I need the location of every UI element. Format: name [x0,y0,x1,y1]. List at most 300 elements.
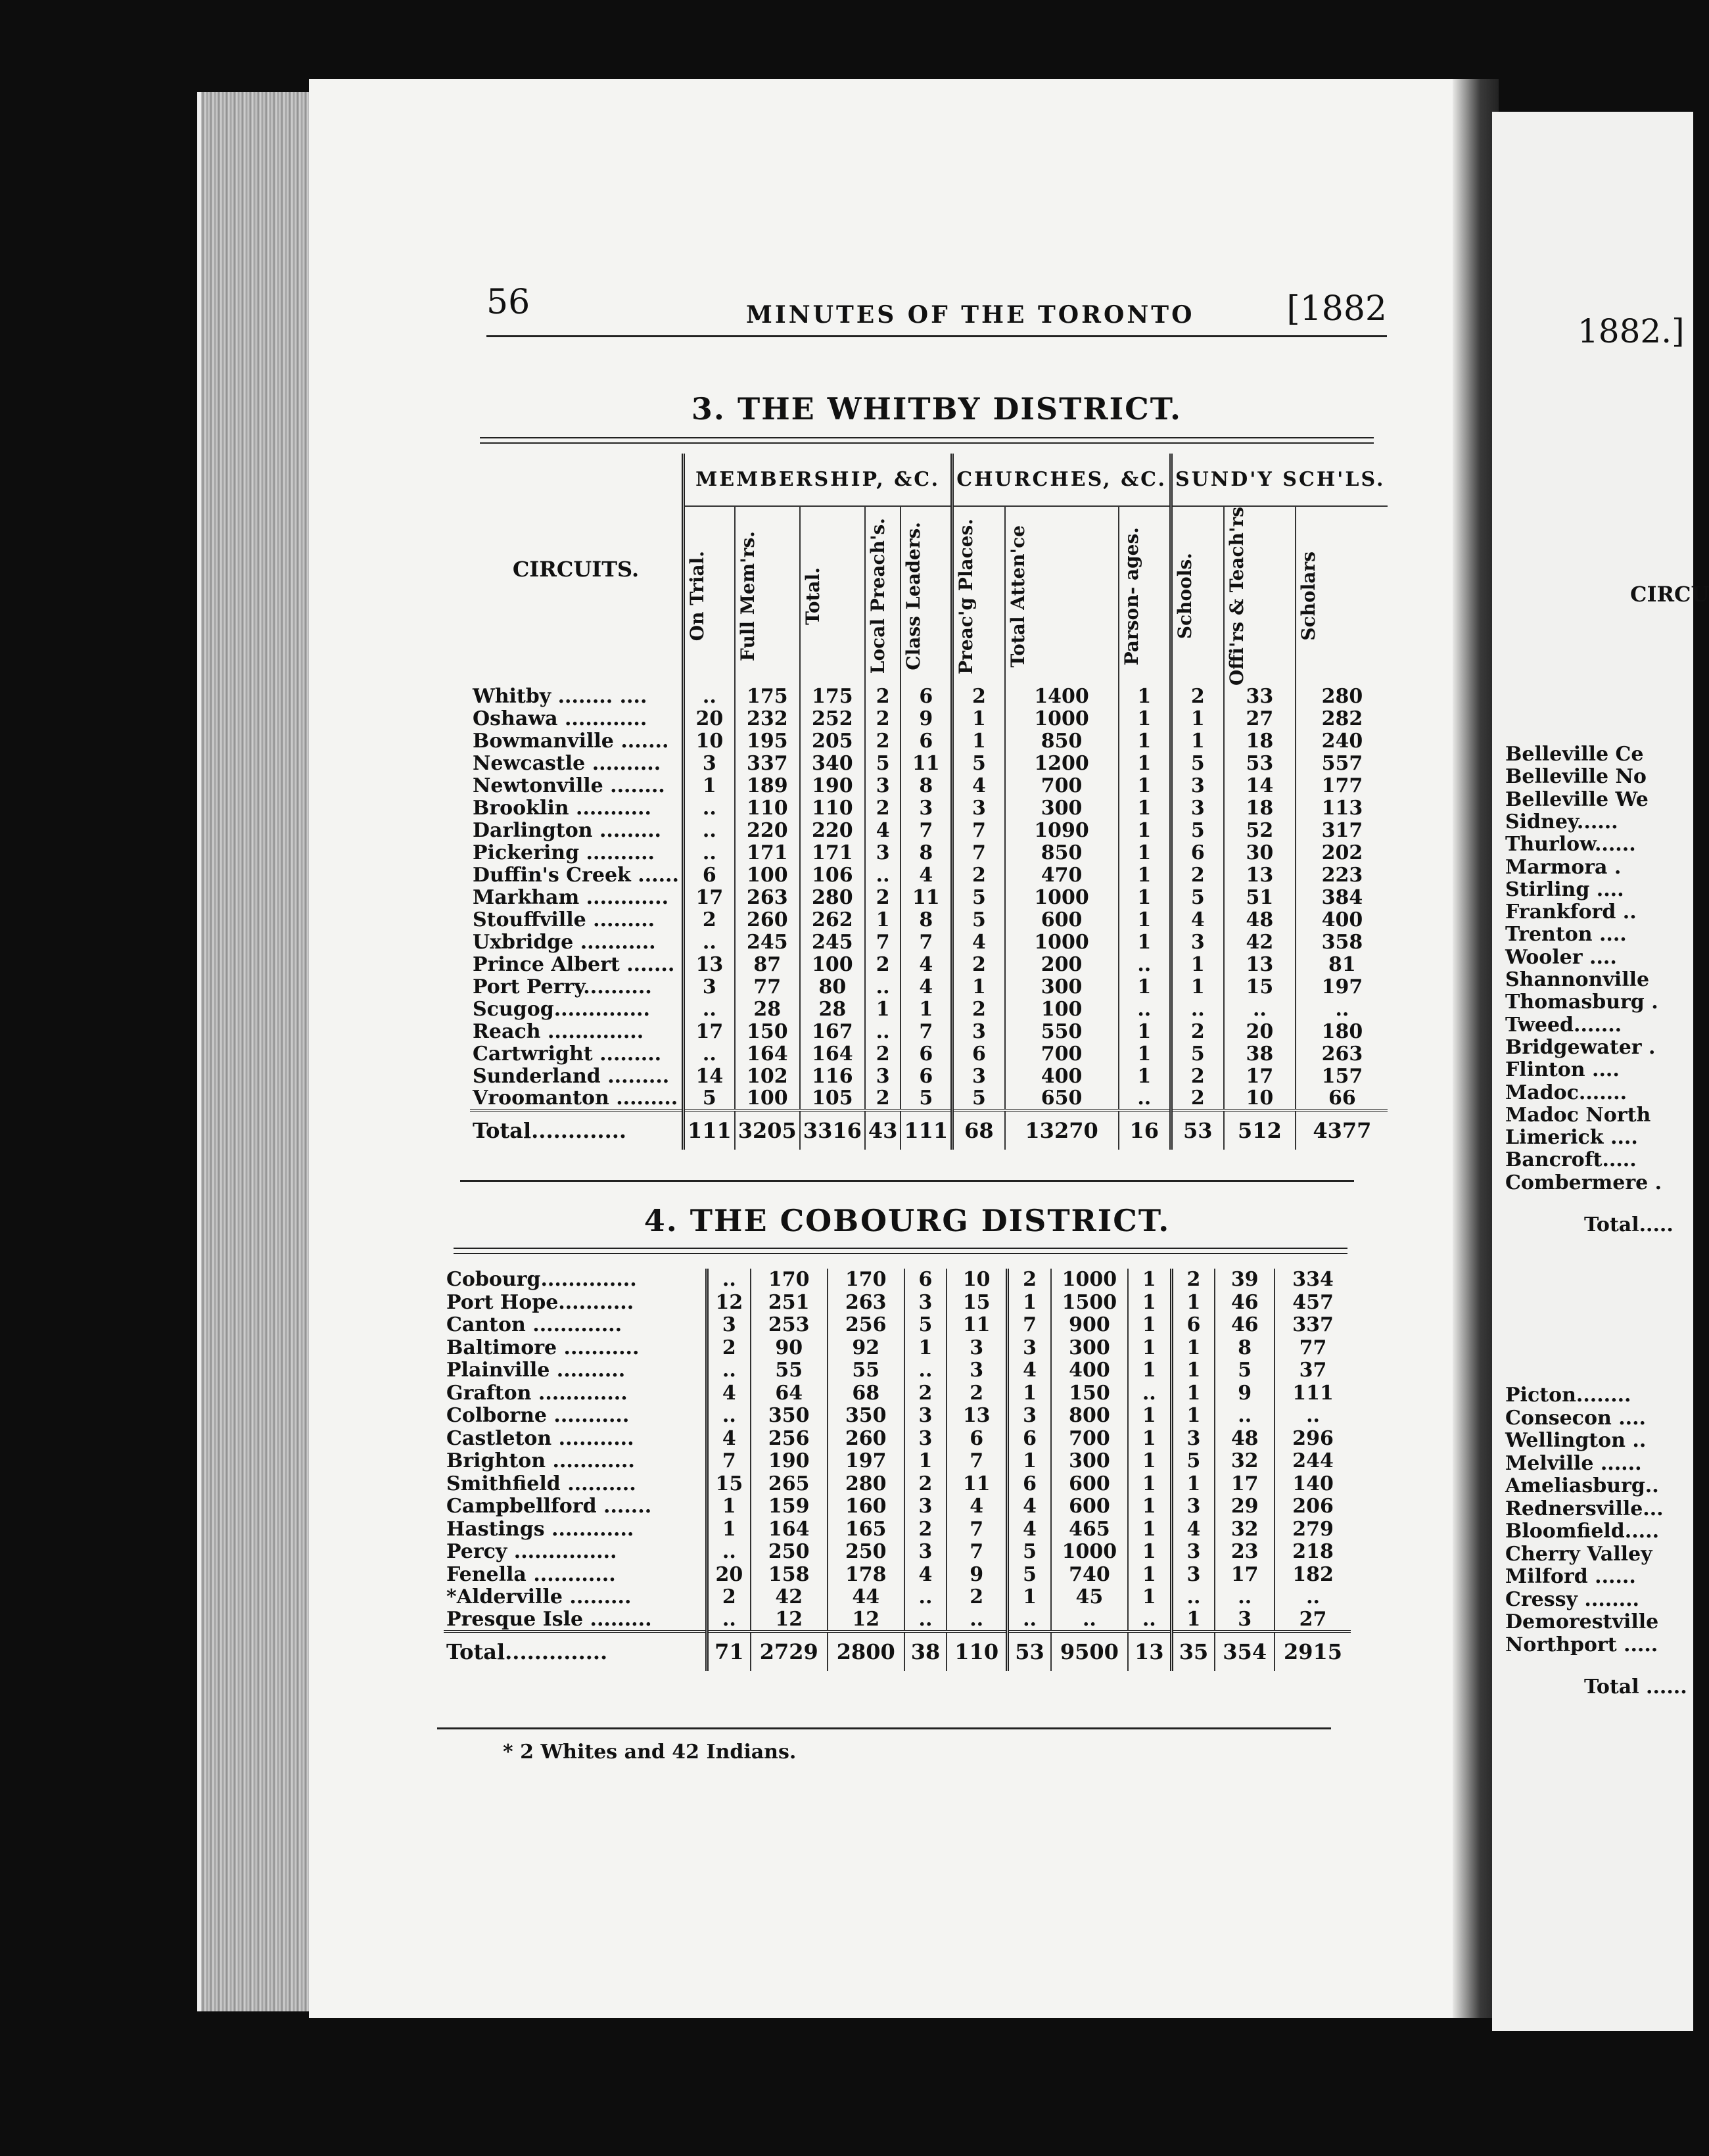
officers-teachers-cell: 14 [1224,775,1296,797]
circuit-name: Cobourg.............. [446,1268,637,1292]
total-cell: 44 [828,1586,904,1609]
schools-cell: 5 [1171,887,1223,909]
officers-teachers-cell: 354 [1215,1631,1275,1671]
on-trial-cell: 1 [707,1495,751,1518]
total-attendance-cell: 600 [1051,1495,1128,1518]
full-members-cell: 42 [751,1586,828,1609]
total-attendance-cell: 13270 [1005,1110,1119,1150]
total-cell: 197 [828,1450,904,1473]
next-page-circuit-name: Sidney...... [1505,810,1618,833]
scholars-cell: 280 [1296,686,1388,708]
parsonages-cell: 1 [1119,753,1171,775]
schools-cell: 3 [1171,775,1223,797]
preaching-places-cell: 2 [952,954,1005,976]
schools-cell: 1 [1171,1473,1215,1496]
next-page-circuit-name: Northport ..... [1505,1633,1658,1656]
class-leaders-cell: 13 [947,1405,1008,1428]
local-preachers-header: Local Preach's. [866,518,889,674]
table-row [470,909,1388,931]
total-attendance-cell: 1000 [1051,1541,1128,1564]
circuit-name: Presque Isle ......... [446,1607,652,1631]
footnote: * 2 Whites and 42 Indians. [503,1741,797,1764]
on-trial-cell: 2 [707,1586,751,1609]
schools-cell: 2 [1171,1088,1223,1110]
scholars-cell: 202 [1296,842,1388,864]
preaching-places-cell: 4 [1008,1359,1051,1382]
scholars-cell: 177 [1296,775,1388,797]
on-trial-cell: 111 [683,1110,734,1150]
table-row [470,797,1388,820]
next-page-circuit-name: Cherry Valley [1505,1542,1652,1566]
scholars-cell: 457 [1275,1292,1351,1315]
whitby-top-rule [480,437,1374,444]
scholars-cell: 140 [1275,1473,1351,1496]
full-members-cell: 220 [735,820,800,842]
local-preachers-cell: 2 [904,1382,947,1405]
preaching-places-cell: 1 [1008,1292,1051,1315]
circuit-name: Castleton ........... [446,1426,634,1450]
officers-teachers-cell: 51 [1224,887,1296,909]
full-members-cell: 175 [735,686,800,708]
parsonages-cell: 1 [1128,1564,1171,1587]
preaching-places-cell: 5 [952,1088,1005,1110]
class-leaders-cell: 6 [901,1043,952,1066]
scholars-cell: 197 [1296,976,1388,998]
total-attendance-cell: 400 [1051,1359,1128,1382]
class-leaders-cell: 11 [901,753,952,775]
scholars-cell: 4377 [1296,1110,1388,1150]
total-attendance-cell: 465 [1051,1518,1128,1541]
on-trial-cell: .. [707,1359,751,1382]
total-attendance-cell: 9500 [1051,1631,1128,1671]
local-preachers-cell: 2 [904,1518,947,1541]
book-page-edges [197,92,326,2011]
officers-teachers-cell: 17 [1215,1473,1275,1496]
parsonages-header: Parson- ages. [1120,527,1142,666]
officers-teachers-cell: 39 [1215,1269,1275,1292]
total-cell: 250 [828,1541,904,1564]
parsonages-cell: 1 [1119,887,1171,909]
on-trial-cell: 3 [683,976,734,998]
next-page-circuit-name: Milford ...... [1505,1565,1636,1588]
local-preachers-cell: 3 [865,1066,901,1088]
preaching-places-cell: 2 [952,686,1005,708]
next-page-circuit-name: Stirling .... [1505,878,1624,901]
cobourg-district-title: 4. THE COBOURG DISTRICT. [644,1203,1171,1238]
scholars-cell: 296 [1275,1428,1351,1451]
circuit-name: Newcastle .......... [473,751,661,775]
scholars-cell: 334 [1275,1269,1351,1292]
class-leaders-cell: 4 [947,1495,1008,1518]
on-trial-cell: 6 [683,864,734,887]
circuit-name: Brooklin ........... [473,796,651,820]
circuit-name: Whitby ........ .... [473,684,647,708]
on-trial-cell: 7 [707,1450,751,1473]
class-leaders-cell: 7 [947,1450,1008,1473]
total-cell: 80 [800,976,865,998]
schools-cell: 5 [1171,753,1223,775]
preaching-places-cell: 1 [1008,1450,1051,1473]
class-leaders-cell: 7 [901,931,952,954]
total-attendance-cell: 1000 [1005,887,1119,909]
header-year: [1882 [1286,289,1387,329]
circuit-name: Smithfield .......... [446,1472,636,1495]
total-attendance-cell: 1000 [1005,708,1119,730]
total-attendance-cell: 300 [1005,797,1119,820]
schools-cell: 4 [1171,1518,1215,1541]
preaching-places-cell: 3 [1008,1337,1051,1360]
circuit-name: Campbellford ....... [446,1495,652,1518]
officers-teachers-cell: 42 [1224,931,1296,954]
on-trial-cell: 4 [707,1428,751,1451]
on-trial-cell: .. [683,1043,734,1066]
local-preachers-cell: 4 [904,1564,947,1587]
total-attendance-cell: 1500 [1051,1292,1128,1315]
local-preachers-cell: 4 [865,820,901,842]
scholars-cell: 337 [1275,1314,1351,1337]
preaching-places-cell: 1 [952,730,1005,753]
officers-teachers-cell: 8 [1215,1337,1275,1360]
table-row [444,1450,1351,1473]
local-preachers-cell: 3 [904,1292,947,1315]
full-members-cell: 337 [735,753,800,775]
parsonages-cell: 1 [1119,708,1171,730]
next-page-circuit-name: Madoc....... [1505,1081,1627,1104]
class-leaders-cell: 5 [901,1088,952,1110]
class-leaders-cell: 8 [901,909,952,931]
table-row [444,1586,1351,1609]
on-trial-cell: 10 [683,730,734,753]
table-row [470,931,1388,954]
parsonages-cell: 1 [1119,931,1171,954]
circuit-name: Brighton ............ [446,1449,635,1473]
parsonages-cell: 1 [1128,1495,1171,1518]
preaching-places-cell: 2 [952,998,1005,1021]
on-trial-cell: 71 [707,1631,751,1671]
parsonages-cell: 1 [1128,1314,1171,1337]
local-preachers-cell: 2 [865,1088,901,1110]
total-attendance-cell: .. [1051,1609,1128,1632]
total-row [470,1110,1388,1150]
circuit-name: Cartwright ......... [473,1042,662,1066]
total-cell: 106 [800,864,865,887]
table-row [470,976,1388,998]
schools-cell: 1 [1171,1359,1215,1382]
next-page-circuit-name: Frankford .. [1505,901,1637,924]
total-cell: 164 [800,1043,865,1066]
circuit-name: Prince Albert ....... [473,952,675,976]
page-number: 56 [486,283,530,322]
table-row [470,887,1388,909]
cobourg-top-rule [454,1248,1347,1254]
officers-teachers-cell: 13 [1224,864,1296,887]
schools-cell: 1 [1171,976,1223,998]
total-attendance-cell: 100 [1005,998,1119,1021]
parsonages-cell: .. [1119,998,1171,1021]
local-preachers-cell: .. [865,864,901,887]
total-cell: 110 [800,797,865,820]
officers-teachers-cell: .. [1224,998,1296,1021]
schools-cell: 3 [1171,1564,1215,1587]
class-leaders-cell: 11 [947,1473,1008,1496]
officers-teachers-cell: 29 [1215,1495,1275,1518]
officers-teachers-cell: 18 [1224,797,1296,820]
class-leaders-cell: 4 [901,976,952,998]
next-page-circuit-name: Belleville Ce [1505,743,1644,766]
preaching-places-cell: 3 [1008,1405,1051,1428]
officers-teachers-cell: 53 [1224,753,1296,775]
on-trial-cell: .. [707,1405,751,1428]
total-attendance-cell: 600 [1051,1473,1128,1496]
scholars-cell: .. [1296,998,1388,1021]
total-attendance-cell: 1200 [1005,753,1119,775]
full-members-cell: 2729 [751,1631,828,1671]
class-leaders-cell: 11 [901,887,952,909]
next-page-circuit-name: Picton........ [1505,1384,1631,1407]
parsonages-cell: .. [1128,1609,1171,1632]
on-trial-cell: 17 [683,887,734,909]
total-attendance-cell: 300 [1051,1337,1128,1360]
local-preachers-cell: 43 [865,1110,901,1150]
schools-cell: 3 [1171,931,1223,954]
scholars-cell: 557 [1296,753,1388,775]
class-leaders-cell: 7 [947,1541,1008,1564]
full-members-cell: 164 [735,1043,800,1066]
local-preachers-cell: 5 [904,1314,947,1337]
schools-cell: 1 [1171,708,1223,730]
parsonages-cell: 1 [1119,730,1171,753]
on-trial-cell: 3 [707,1314,751,1337]
class-leaders-cell: 111 [901,1110,952,1150]
parsonages-cell: 1 [1128,1473,1171,1496]
total-cell: 100 [800,954,865,976]
preaching-places-cell: 1 [1008,1382,1051,1405]
next-page-circuit-name: Wooler .... [1505,945,1617,969]
total-attendance-cell: 900 [1051,1314,1128,1337]
total-cell: 260 [828,1428,904,1451]
scholars-cell: 279 [1275,1518,1351,1541]
sunday-schools-header: SUND'Y SCH'LS. [1171,454,1388,506]
total-cell: 175 [800,686,865,708]
total-cell: 262 [800,909,865,931]
total-attendance-cell: 800 [1051,1405,1128,1428]
full-members-cell: 232 [735,708,800,730]
total-cell: 68 [828,1382,904,1405]
full-members-cell: 164 [751,1518,828,1541]
scholars-cell: 81 [1296,954,1388,976]
officers-teachers-cell: 32 [1215,1518,1275,1541]
local-preachers-cell: 5 [865,753,901,775]
total-cell: 28 [800,998,865,1021]
scholars-cell: 384 [1296,887,1388,909]
parsonages-cell: 1 [1119,909,1171,931]
scholars-cell: 218 [1275,1541,1351,1564]
parsonages-cell: 1 [1128,1541,1171,1564]
schools-cell: 3 [1171,797,1223,820]
circuit-name: Markham ............ [473,885,669,909]
table-row [444,1541,1351,1564]
total-attendance-cell: 300 [1005,976,1119,998]
full-members-cell: 159 [751,1495,828,1518]
parsonages-cell: 1 [1119,976,1171,998]
preaching-places-cell: 6 [1008,1473,1051,1496]
on-trial-cell: 1 [683,775,734,797]
next-page-circuit-name: Bridgewater . [1505,1035,1656,1059]
preaching-places-cell: 2 [1008,1269,1051,1292]
total-cell: 280 [800,887,865,909]
officers-teachers-cell: 10 [1224,1088,1296,1110]
officers-teachers-cell: 48 [1215,1428,1275,1451]
scholars-cell: 358 [1296,931,1388,954]
officers-teachers-cell: 30 [1224,842,1296,864]
total-cell: 160 [828,1495,904,1518]
officers-teachers-cell: 46 [1215,1292,1275,1315]
circuit-name: Vroomanton ......... [473,1086,678,1110]
schools-cell: .. [1171,1586,1215,1609]
total-attendance-cell: 1000 [1005,931,1119,954]
parsonages-cell: 1 [1128,1518,1171,1541]
circuit-name: Baltimore ........... [446,1336,640,1359]
on-trial-cell: 12 [707,1292,751,1315]
class-leaders-cell: 9 [901,708,952,730]
table-row [444,1337,1351,1360]
officers-teachers-cell: 3 [1215,1609,1275,1632]
next-page-circuit-name: Tweed....... [1505,1013,1622,1037]
officers-teachers-cell: 17 [1215,1564,1275,1587]
local-preachers-cell: 6 [904,1269,947,1292]
total-attendance-cell: 850 [1005,730,1119,753]
total-attendance-header: Total Atten'ce [1006,525,1029,668]
officers-teachers-cell: 46 [1215,1314,1275,1337]
parsonages-cell: 1 [1128,1405,1171,1428]
local-preachers-cell: 2 [865,797,901,820]
schools-cell: 2 [1171,686,1223,708]
local-preachers-cell: .. [865,1021,901,1043]
next-page-year: 1882.] [1578,312,1685,350]
full-members-cell: 12 [751,1609,828,1632]
class-leaders-cell: 3 [947,1337,1008,1360]
full-members-cell: 171 [735,842,800,864]
on-trial-cell: 4 [707,1382,751,1405]
on-trial-cell: .. [683,998,734,1021]
parsonages-cell: 1 [1128,1359,1171,1382]
circuit-name: Hastings ............ [446,1517,634,1541]
next-page-circuit-name: Shannonville [1505,968,1650,991]
scholars-cell: 111 [1275,1382,1351,1405]
table-row [470,1066,1388,1088]
total-cell: 55 [828,1359,904,1382]
table-row [470,864,1388,887]
local-preachers-cell: 2 [865,730,901,753]
officers-teachers-cell: 20 [1224,1021,1296,1043]
on-trial-cell: .. [683,842,734,864]
circuit-name: Duffin's Creek ...... [473,863,679,887]
schools-cell: 6 [1171,1314,1215,1337]
total-cell: 116 [800,1066,865,1088]
whitby-total-row [470,1110,1388,1150]
preaching-places-cell: 6 [952,1043,1005,1066]
total-attendance-cell: 1090 [1005,820,1119,842]
circuit-name: Bowmanville ....... [473,729,669,753]
next-page-circuit-name: Thurlow...... [1505,833,1636,856]
circuit-name: Uxbridge ........... [473,930,656,954]
whitby-rows [470,686,1388,1110]
circuit-name: Grafton ............. [446,1381,628,1405]
table-row [444,1405,1351,1428]
parsonages-cell: .. [1119,1088,1171,1110]
on-trial-cell: 5 [683,1088,734,1110]
on-trial-cell: .. [707,1609,751,1632]
on-trial-cell: .. [707,1269,751,1292]
officers-teachers-cell: 512 [1224,1110,1296,1150]
local-preachers-cell: 2 [865,954,901,976]
class-leaders-cell: 6 [901,1066,952,1088]
on-trial-cell: 1 [707,1518,751,1541]
full-members-cell: 77 [735,976,800,998]
preaching-places-cell: 6 [1008,1428,1051,1451]
officers-teachers-cell: 5 [1215,1359,1275,1382]
table-row [470,708,1388,730]
next-page-circuit-name: Cressy ........ [1505,1587,1639,1611]
on-trial-cell: .. [683,931,734,954]
class-leaders-cell: 9 [947,1564,1008,1587]
circuit-name: Port Perry.......... [473,975,652,998]
table-row [470,998,1388,1021]
preaching-places-cell: 7 [952,842,1005,864]
table-row [444,1609,1351,1632]
preaching-places-cell: 1 [1008,1586,1051,1609]
scholars-cell: 223 [1296,864,1388,887]
preaching-places-cell: 68 [952,1110,1005,1150]
scholars-cell: 400 [1296,909,1388,931]
schools-cell: 2 [1171,1021,1223,1043]
on-trial-cell: 2 [683,909,734,931]
total-attendance-cell: 200 [1005,954,1119,976]
total-cell: 12 [828,1609,904,1632]
class-leaders-cell: 11 [947,1314,1008,1337]
circuit-name: *Alderville ......... [446,1585,632,1609]
whitby-table [470,454,1388,1150]
scholars-cell: 182 [1275,1564,1351,1587]
total-label: Total............. [470,1110,683,1150]
on-trial-cell: 3 [683,753,734,775]
schools-cell: 5 [1171,1450,1215,1473]
next-page-circuit-name: Madoc North [1505,1103,1651,1127]
on-trial-cell: 15 [707,1473,751,1496]
next-page-circuit-name: Trenton .... [1505,923,1627,947]
total-attendance-cell: 150 [1051,1382,1128,1405]
table-row [444,1382,1351,1405]
full-members-cell: 100 [735,864,800,887]
preaching-places-cell: 5 [952,887,1005,909]
local-preachers-cell: .. [904,1359,947,1382]
header-title: MINUTES OF THE TORONTO [746,301,1195,329]
class-leaders-cell: 1 [901,998,952,1021]
local-preachers-cell: 38 [904,1631,947,1671]
class-leaders-cell: 4 [901,864,952,887]
table-row [444,1495,1351,1518]
local-preachers-cell: 1 [865,909,901,931]
parsonages-cell: 1 [1119,842,1171,864]
full-members-cell: 170 [751,1269,828,1292]
next-page-circuit-name: Bancroft..... [1505,1148,1637,1172]
full-members-cell: 3205 [735,1110,800,1150]
table-row [470,1088,1388,1110]
total-cell: 167 [800,1021,865,1043]
officers-teachers-cell: 17 [1224,1066,1296,1088]
class-leaders-cell: .. [947,1609,1008,1632]
schools-cell: 1 [1171,954,1223,976]
